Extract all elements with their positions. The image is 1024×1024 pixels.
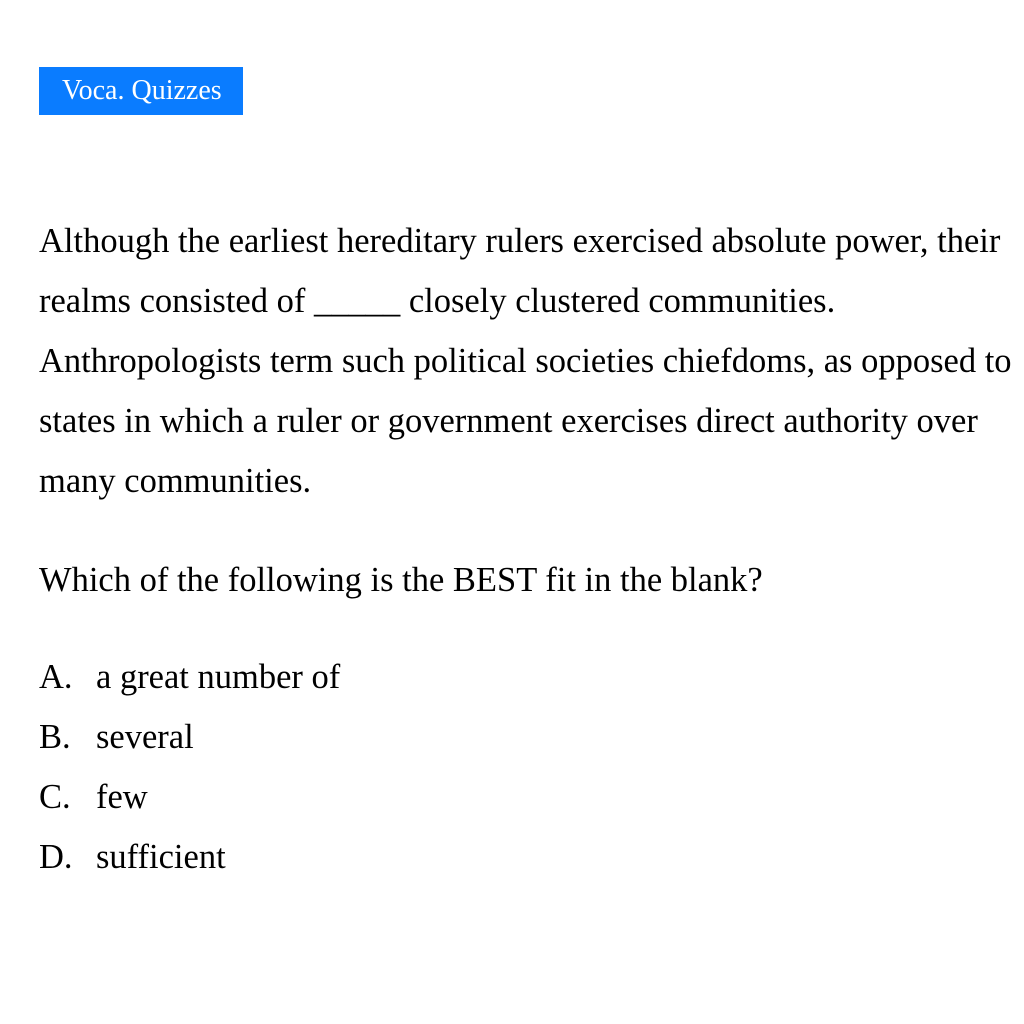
answer-option-b[interactable]	[39, 707, 340, 767]
option-text: few	[96, 778, 148, 816]
option-letter: C.	[39, 778, 71, 816]
option-letter: B.	[39, 718, 71, 756]
answer-option-a[interactable]	[39, 647, 340, 707]
answer-option-c[interactable]	[39, 767, 340, 827]
option-letter: A.	[39, 658, 73, 696]
option-text: several	[96, 718, 194, 756]
answer-options-list	[39, 647, 340, 887]
answer-blank: _____	[313, 282, 401, 320]
option-text: sufficient	[96, 838, 226, 876]
option-letter: D.	[39, 838, 73, 876]
passage-text-before-blank: Although the earliest hereditary rulers exercised absolute power, their realms consisted of	[39, 222, 1001, 320]
quiz-category-badge: Voca. Quizzes	[39, 67, 243, 115]
answer-option-d[interactable]	[39, 827, 340, 887]
passage-text	[39, 211, 1019, 511]
question-prompt: Which of the following is the BEST fit in the blank?	[39, 561, 763, 599]
option-text: a great number of	[96, 658, 341, 696]
passage-text-after-blank: closely clustered communities. Anthropologists term such political societies chiefdoms, as opposed to states in which a ruler or government exercises direct authority over many communities.	[39, 282, 1012, 500]
